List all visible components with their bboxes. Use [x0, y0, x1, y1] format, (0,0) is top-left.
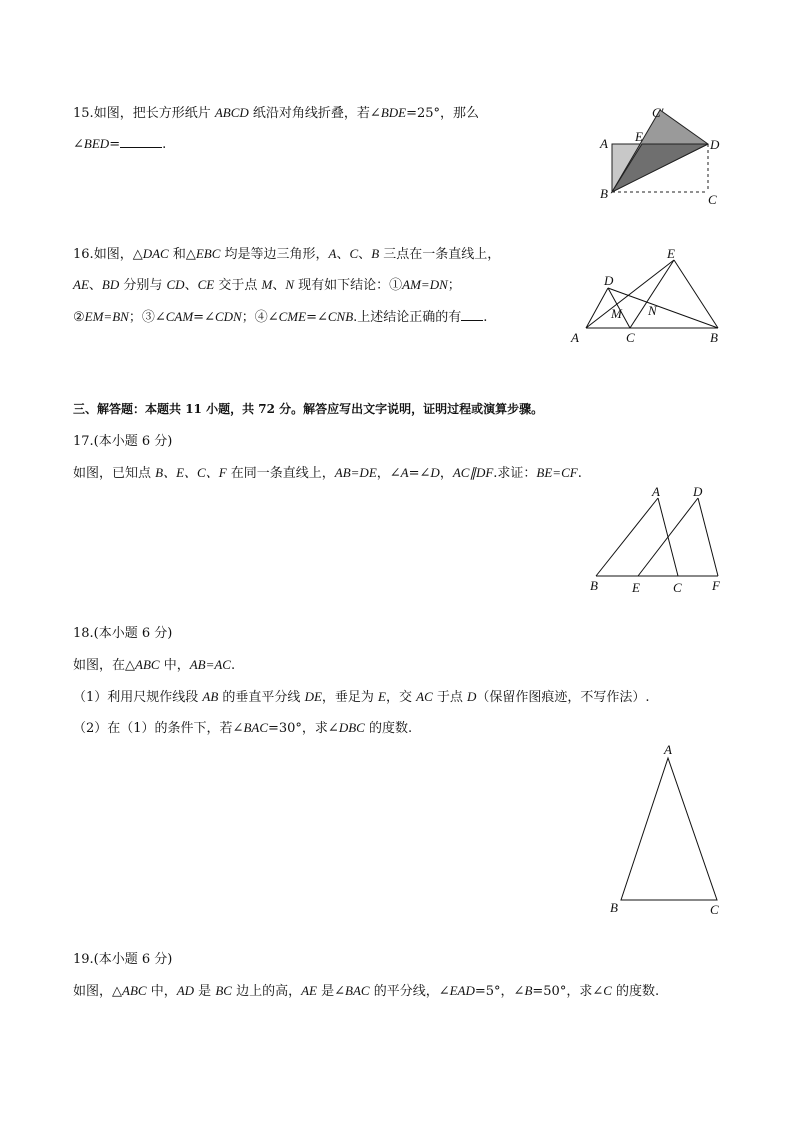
label-a: A	[571, 330, 579, 345]
label-e: E	[635, 129, 643, 144]
label-c: C	[673, 580, 682, 595]
label-a: A	[652, 484, 660, 499]
label-b: B	[600, 186, 608, 201]
q16-line3: ②EM=BN；③∠CAM=∠CDN；④∠CME=∠CNB.上述结论正确的有 .	[73, 309, 488, 325]
label-c: C	[710, 902, 719, 917]
label-a: A	[600, 136, 608, 151]
label-d: D	[693, 484, 703, 499]
label-cprime: C′	[652, 105, 664, 120]
q18-header: 18.(本小题 6 分)	[73, 626, 173, 641]
answer-blank[interactable]	[461, 308, 483, 321]
q17-header: 17.(本小题 6 分)	[73, 434, 173, 449]
line-ad	[586, 288, 608, 328]
q18-part1: （1）利用尺规作线段 AB 的垂直平分线 DE，垂足为 E，交 AC 于点 D（保留作图痕迹，不写作法）.	[73, 689, 650, 705]
label-e: E	[667, 246, 675, 261]
q18-line1: 如图，在△ABC 中，AB=AC.	[73, 657, 236, 673]
label-c: C	[708, 192, 717, 207]
q15-line1: 15.如图，把长方形纸片 ABCD 纸沿对角线折叠，若∠BDE=25°，那么	[73, 105, 480, 121]
q18-part2: （2）在（1）的条件下，若∠BAC=30°，求∠DBC 的度数.	[73, 720, 413, 736]
line-df	[698, 498, 718, 576]
q17-figure	[586, 486, 736, 596]
label-c: C	[626, 330, 635, 345]
answer-blank[interactable]	[120, 135, 162, 148]
q16-number: 16.	[73, 247, 94, 262]
label-d: D	[710, 137, 720, 152]
q19-header: 19.(本小题 6 分)	[73, 952, 173, 967]
line-ae	[586, 260, 674, 328]
label-m: M	[611, 306, 622, 321]
label-f: F	[712, 578, 720, 593]
q17-line1: 如图，已知点 B、E、C、F 在同一条直线上，AB=DE，∠A=∠D，AC∥DF.求证：BE=CF.	[73, 465, 582, 481]
q18-figure	[600, 740, 740, 920]
label-d: D	[604, 273, 614, 288]
q16-line1: 16.如图，△DAC 和△EBC 均是等边三角形，A、C、B 三点在一条直线上，	[73, 246, 501, 262]
label-n: N	[648, 303, 657, 318]
line-bd	[608, 288, 718, 328]
section3-title: 三、解答题：本题共 11 小题，共 72 分。解答应写出文字说明，证明过程或演算步骤。	[73, 402, 544, 416]
q16-figure	[566, 248, 726, 348]
q15-figure	[596, 104, 726, 207]
q15-number: 15.	[73, 106, 94, 121]
line-de	[638, 498, 698, 576]
label-b: B	[710, 330, 718, 345]
label-a: A	[664, 742, 672, 757]
line-ab	[596, 498, 658, 576]
label-b: B	[590, 578, 598, 593]
line-eb	[674, 260, 718, 328]
triangle-abc	[621, 758, 717, 900]
q19-line1: 如图，△ABC 中，AD 是 BC 边上的高，AE 是∠BAC 的平分线，∠EAD=5°，∠B=50°，求∠C 的度数.	[73, 983, 660, 999]
q15-line2: ∠BED= .	[73, 136, 167, 152]
q16-line2: AE、BD 分别与 CD、CE 交于点 M、N 现有如下结论：①AM=DN；	[73, 277, 461, 293]
label-e: E	[632, 580, 640, 595]
label-b: B	[610, 900, 618, 915]
